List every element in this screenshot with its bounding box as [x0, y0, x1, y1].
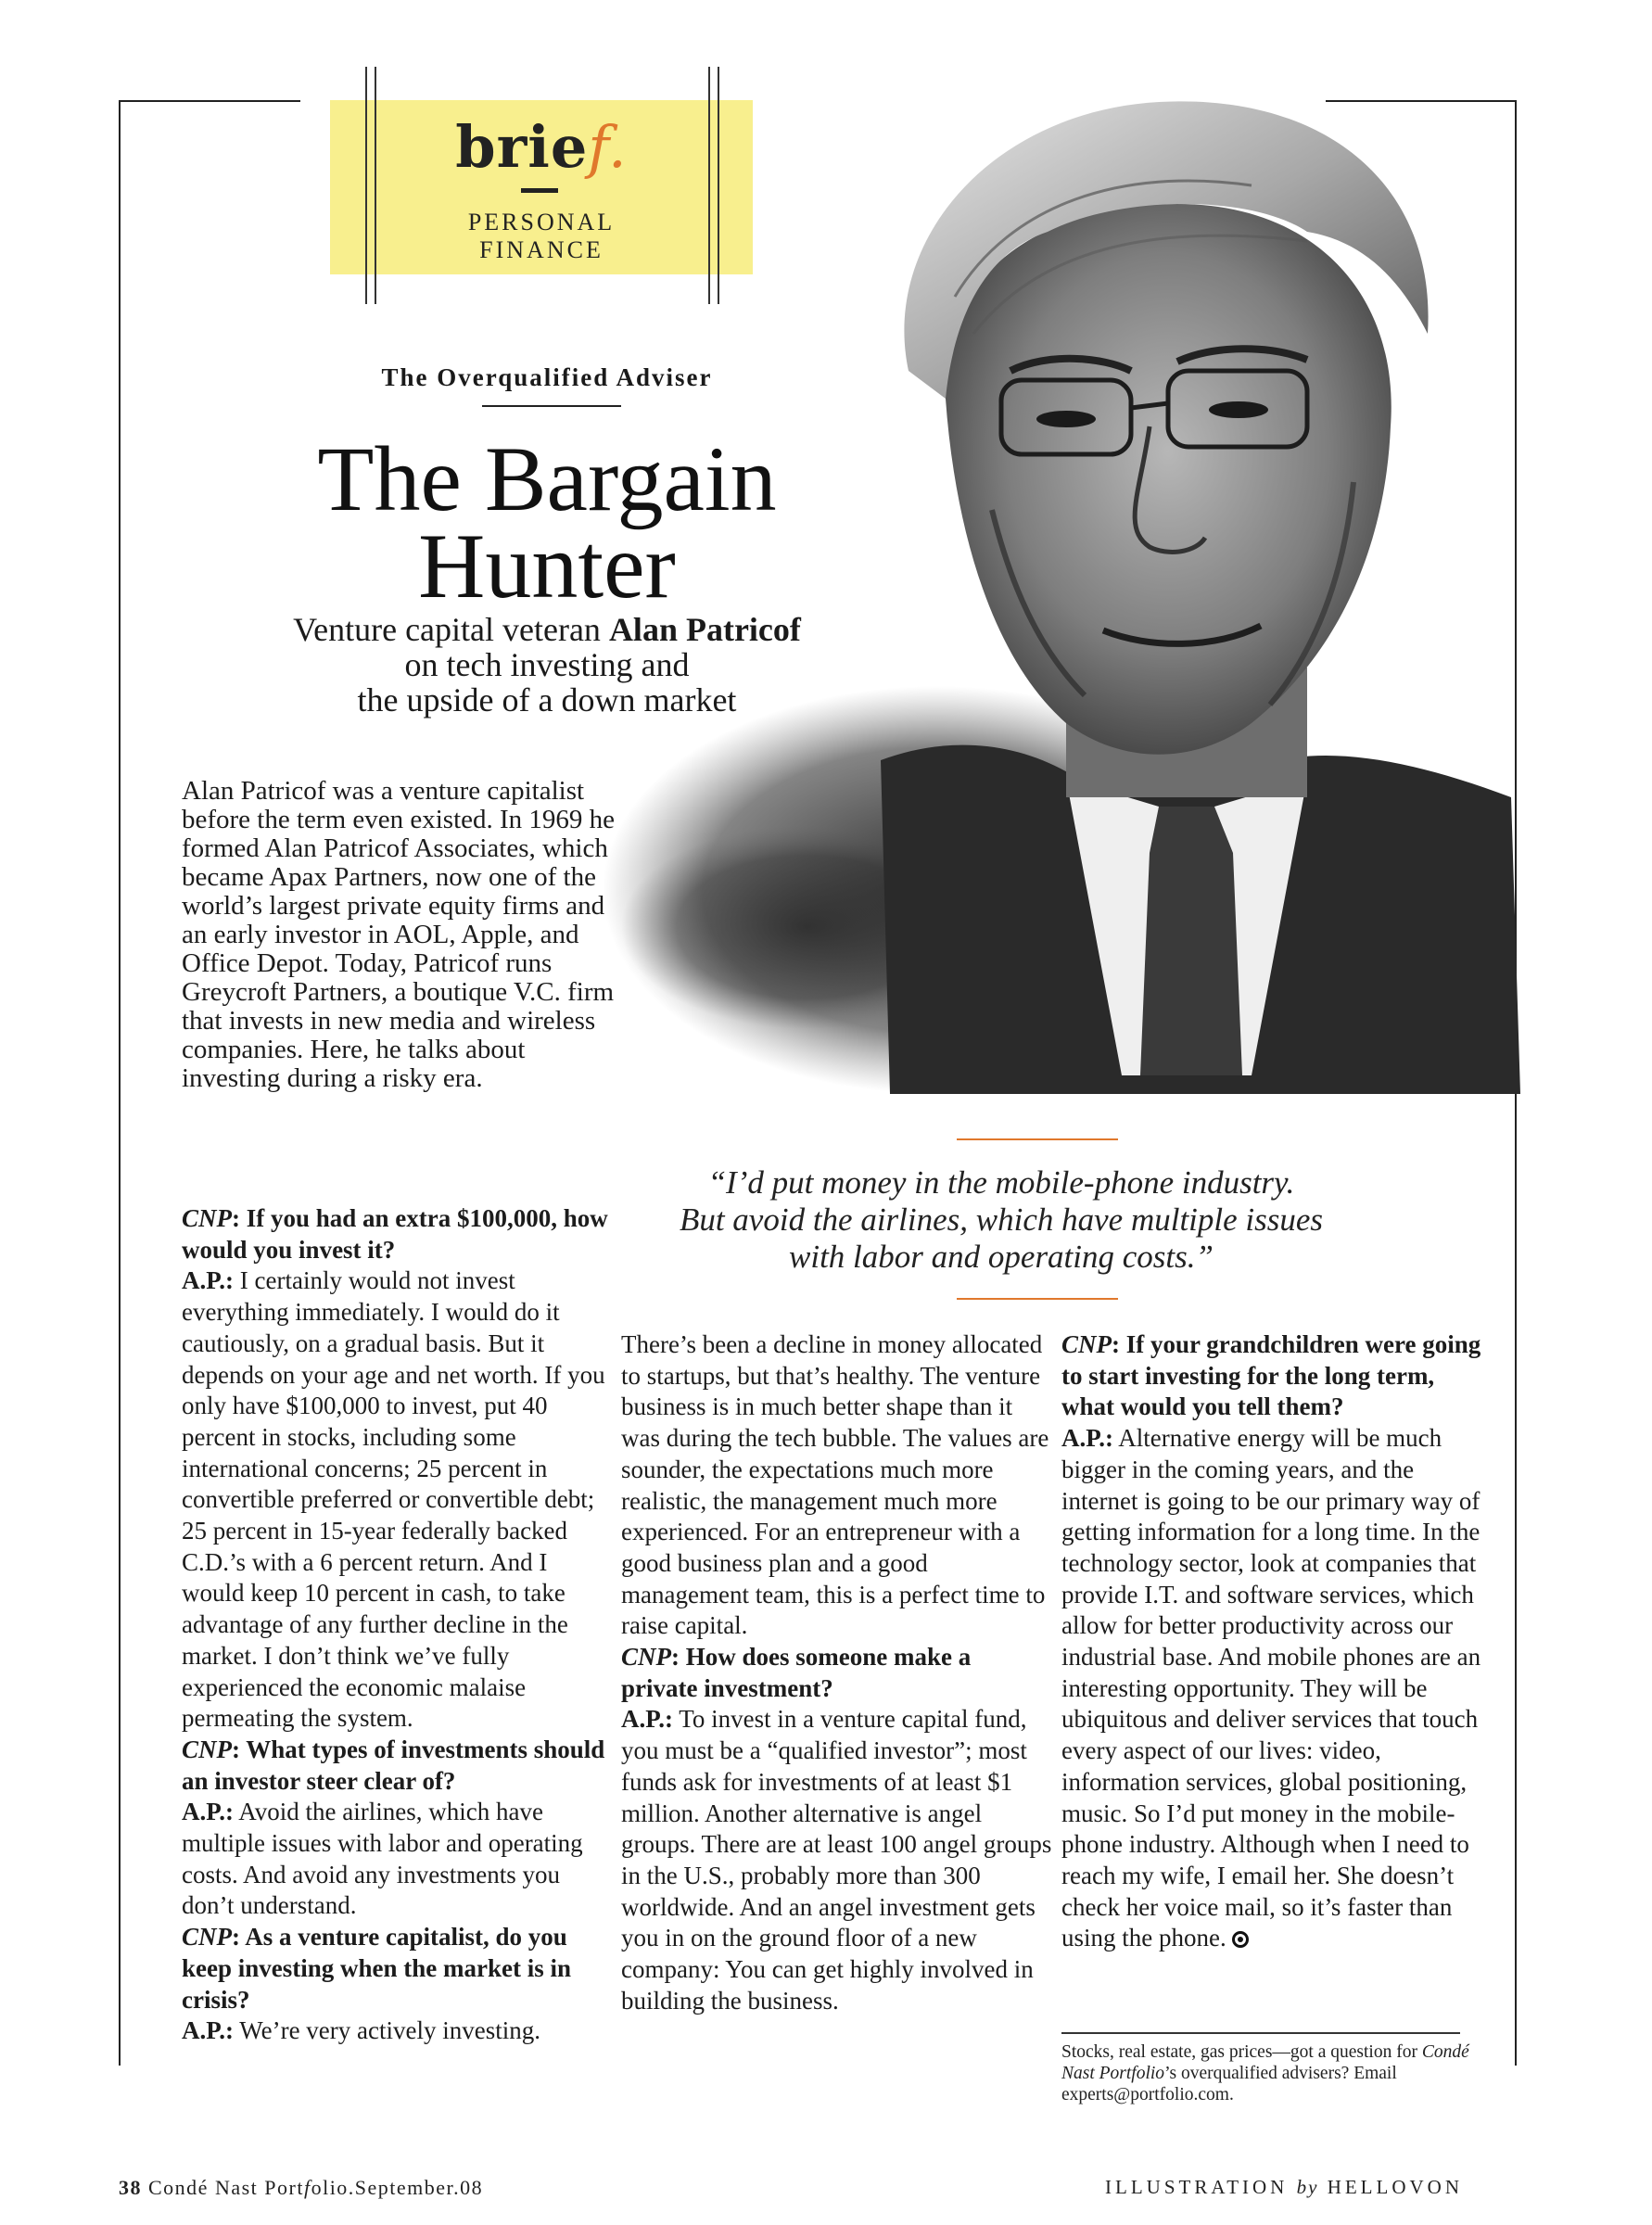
- question: CNP: What types of investments should an investor steer clear of?: [182, 1735, 605, 1795]
- deck: Venture capital veteran Alan Patricof on tech investing and the upside of a down market: [293, 611, 801, 718]
- question: CNP: How does someone make a private investment?: [621, 1643, 972, 1702]
- question: CNP: If you had an extra $100,000, how would you invest it?: [182, 1204, 608, 1264]
- answer: A.P.: I certainly would not invest everything immediately. I would do it cautiously, on a gradual basis. But it depends on your age and net worth. If you only have $100,000 to invest, put 40 percent in stocks, including some international concerns; 25 percent in convertible preferred or convertible debt; 25 percent in 15-year federally backed C.D.’s with a 6 percent return. And I would keep 10 percent in cash, to take advantage of any further decline in the market. I don’t think we’ve fully experienced the economic malaise permeating the system.: [182, 1266, 605, 1733]
- section-label: PERSONAL FINANCE: [467, 209, 616, 263]
- reader-note: Stocks, real estate, gas prices—got a question for Condé Nast Portfolio’s overqualified advisers? Email experts@portfolio.com.: [1061, 2042, 1469, 2104]
- subject-name: Alan Patricof: [608, 611, 801, 648]
- article-column-1: [182, 1203, 613, 2047]
- pullquote-rule-top: [957, 1138, 1118, 1140]
- headline-line: The Bargain: [317, 427, 777, 530]
- intro-paragraph: Alan Patricof was a venture capitalist before the term even existed. In 1969 he formed Alan Patricof Associates, which became Apax Partners, now one of the world’s largest private equity firms and an early investor in AOL, Apple, and Office Depot. Today, Patricof runs Greycroft Partners, a boutique V.C. firm that invests in new media and wireless companies. Here, he talks about investing during a risky era.: [182, 776, 616, 1093]
- brief-rule: [365, 67, 367, 304]
- kicker: The Overqualified Adviser: [381, 363, 713, 391]
- brief-dash: [521, 188, 558, 193]
- illustration-credit: ILLUSTRATION by HELLOVON: [1105, 2176, 1463, 2198]
- article-column-2: [621, 1329, 1052, 2016]
- question: CNP: If your grandchildren were going to start investing for the long term, what would you tell them?: [1061, 1330, 1481, 1421]
- end-mark-icon: [1232, 1931, 1249, 1948]
- paragraph: There’s been a decline in money allocated to startups, but that’s healthy. The venture business is in much better shape than it was during the tech bubble. The values are sounder, the expectations much more realistic, the management much more experienced. For an entrepreneur with a good business plan and a good management team, this is a perfect time to raise capital.: [621, 1330, 1049, 1640]
- frame-top-left: [119, 100, 300, 102]
- answer: A.P.: We’re very actively investing.: [182, 2016, 540, 2045]
- frame-left: [119, 100, 121, 2066]
- kicker-rule: [482, 405, 621, 407]
- answer: A.P.: Alternative energy will be much bigger in the coming years, and the internet is going to be our primary way of getting information for a long time. In the technology sector, look at companies that provide I.T. and software services, which allow for better productivity across our industrial base. And mobile phones are an interesting opportunity. They will be ubiquitous and deliver services that touch every aspect of our lives: video, information services, global positioning, music. So I’d put money in the mobile-phone industry. Although when I need to reach my wife, I email her. She doesn’t check her voice mail, so it’s faster than using the phone.: [1061, 1424, 1481, 1952]
- brief-rule: [375, 67, 376, 304]
- folio: 38 Condé Nast Portfolio.September.08: [119, 2176, 484, 2199]
- headline: [250, 427, 844, 617]
- note-rule: [1061, 2032, 1460, 2034]
- section-logo: brief.: [455, 113, 628, 181]
- answer: A.P.: To invest in a venture capital fund, you must be a “qualified investor”; most funds ask for investments of at least $1 million. Another alternative is angel groups. There are at least 100 angel groups in the U.S., probably more than 300 worldwide. And an angel investment gets you in on the ground floor of a new company: You can get highly involved in building the business.: [621, 1705, 1052, 2015]
- answer: A.P.: Avoid the airlines, which have multiple issues with labor and operating costs. And avoid any investments you don’t understand.: [182, 1798, 583, 1920]
- question: CNP: As a venture capitalist, do you keep investing when the market is in crisis?: [182, 1923, 572, 2014]
- headline-line: Hunter: [418, 515, 676, 617]
- pullquote: “I’d put money in the mobile-phone industry. But avoid the airlines, which have multiple issues with labor and operating costs.”: [679, 1164, 1324, 1275]
- pullquote-rule-bottom: [957, 1298, 1118, 1300]
- article-column-3: [1061, 1329, 1493, 1954]
